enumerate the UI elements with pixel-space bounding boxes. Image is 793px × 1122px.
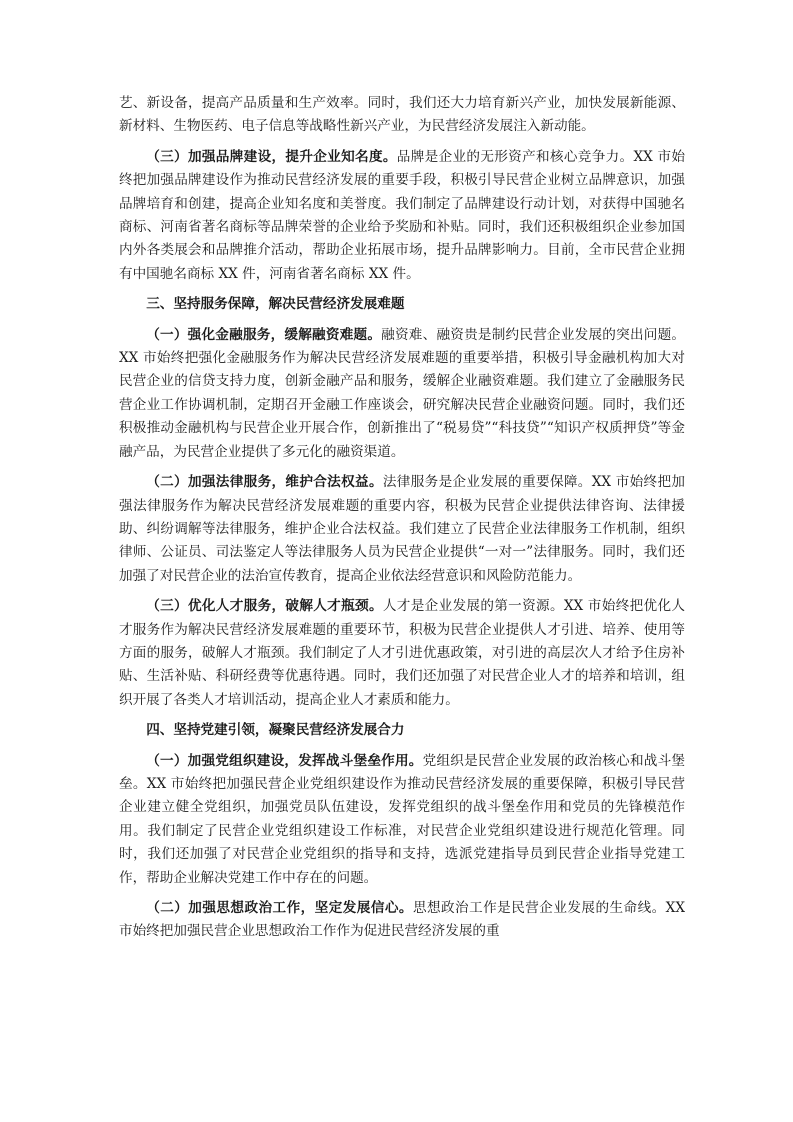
paragraph-heading: （三）加强品牌建设，提升企业知名度。 — [146, 148, 397, 165]
paragraph-text: 思想政治工作是民营企业发展的生命线。XX 市始终把加强民营企业思想政治工作作为促进民营经济发展的重 — [119, 900, 685, 940]
paragraph-text: 党组织是民营企业发展的政治核心和战斗堡垒。XX 市始终把加强民营企业党组织建设作为推动民营经济发展的重要保障，积极引导民营企业建立健全党组织，加强党员队伍建设，发挥党组织的战斗堡垒作用和党员的先锋模范作用。我们制定了民营企业党组织建设工作标准，对民营企业党组织建设进行规范化管理。同时，我们还加强了对民营企业党组织的指导和支持，选派党建指导员到民营企业指导党建工作，帮助企业解决党建工作中存在的问题。 — [119, 752, 686, 886]
paragraph-text: 人才是企业发展的第一资源。XX 市始终把优化人才服务作为解决民营经济发展难题的重要环节，积极为民营企业提供人才引进、培养、使用等方面的服务，破解人才瓶颈。我们制定了人才引进优惠政策，对引进的高层次人才给予住房补贴、生活补贴、科研经费等优惠待遇。同时，我们还加强了对民营企业人才的培养和培训，组织开展了各类人才培训活动，提高企业人才素质和能力。 — [119, 598, 685, 708]
paragraph — [119, 146, 685, 286]
paragraph-heading: （二）加强思想政治工作，坚定发展信心。 — [146, 900, 413, 916]
paragraph — [119, 471, 685, 588]
paragraph — [119, 897, 685, 944]
paragraph-text: 融资难、融资贵是制约民营企业发展的突出问题。XX 市始终把强化金融服务作为解决民营经济发展难题的重要举措，积极引导金融机构加大对民营企业的信贷支持力度，创新金融产品和服务，缓解企业融资难题。我们建立了金融服务民营企业工作协调机制，定期召开金融工作座谈会，研究解决民营企业融资问题。同时，我们还积极推动金融机构与民营企业开展合作，创新推出了“税易贷”“科技贷”“知识产权质押贷”等金融产品，为民营企业提供了多元化的融资渠道。 — [119, 326, 686, 460]
paragraph — [119, 92, 685, 139]
document-body — [119, 92, 685, 951]
paragraph-heading: （三）优化人才服务，破解人才瓶颈。 — [146, 598, 383, 615]
paragraph-heading: （二）加强法律服务，维护合法权益。 — [146, 474, 383, 491]
section-heading: 四、坚持党建引领，凝聚民营经济发展合力 — [146, 722, 405, 739]
paragraph-heading: （一）加强党组织建设，发挥战斗堡垒作用。 — [146, 752, 423, 769]
paragraph — [119, 750, 685, 890]
paragraph-text: 品牌是企业的无形资产和核心竞争力。XX 市始终把加强品牌建设作为推动民营经济发展的重要手段，积极引导民营企业树立品牌意识，加强品牌培育和创建，提高企业知名度和美誉度。我们制定了品牌建设行动计划，对获得中国驰名商标、河南省著名商标等品牌荣誉的企业给予奖励和补贴。同时，我们还积极组织企业参加国内外各类展会和品牌推介活动，帮助企业拓展市场，提升品牌影响力。目前，全市民营企业拥有中国驰名商标 XX 件，河南省著名商标 XX 件。 — [119, 148, 685, 282]
paragraph-text: 艺、新设备，提高产品质量和生产效率。同时，我们还大力培育新兴产业，加快发展新能源、新材料、生物医药、电子信息等战略性新兴产业，为民营经济发展注入新动能。 — [119, 95, 685, 135]
paragraph-text: 法律服务是企业发展的重要保障。XX 市始终把加强法律服务作为解决民营经济发展难题的重要内容，积极为民营企业提供法律咨询、法律援助、纠纷调解等法律服务，维护企业合法权益。我们建立了民营企业法律服务工作机制，组织律师、公证员、司法鉴定人等法律服务人员为民营企业提供“一对一”法律服务。同时，我们还加强了对民营企业的法治宣传教育，提高企业依法经营意识和风险防范能力。 — [119, 474, 685, 584]
paragraph — [119, 595, 685, 712]
section-heading: 三、坚持服务保障，解决民营经济发展难题 — [146, 296, 405, 313]
paragraph — [119, 324, 685, 464]
paragraph-heading: （一）强化金融服务，缓解融资难题。 — [146, 326, 382, 343]
